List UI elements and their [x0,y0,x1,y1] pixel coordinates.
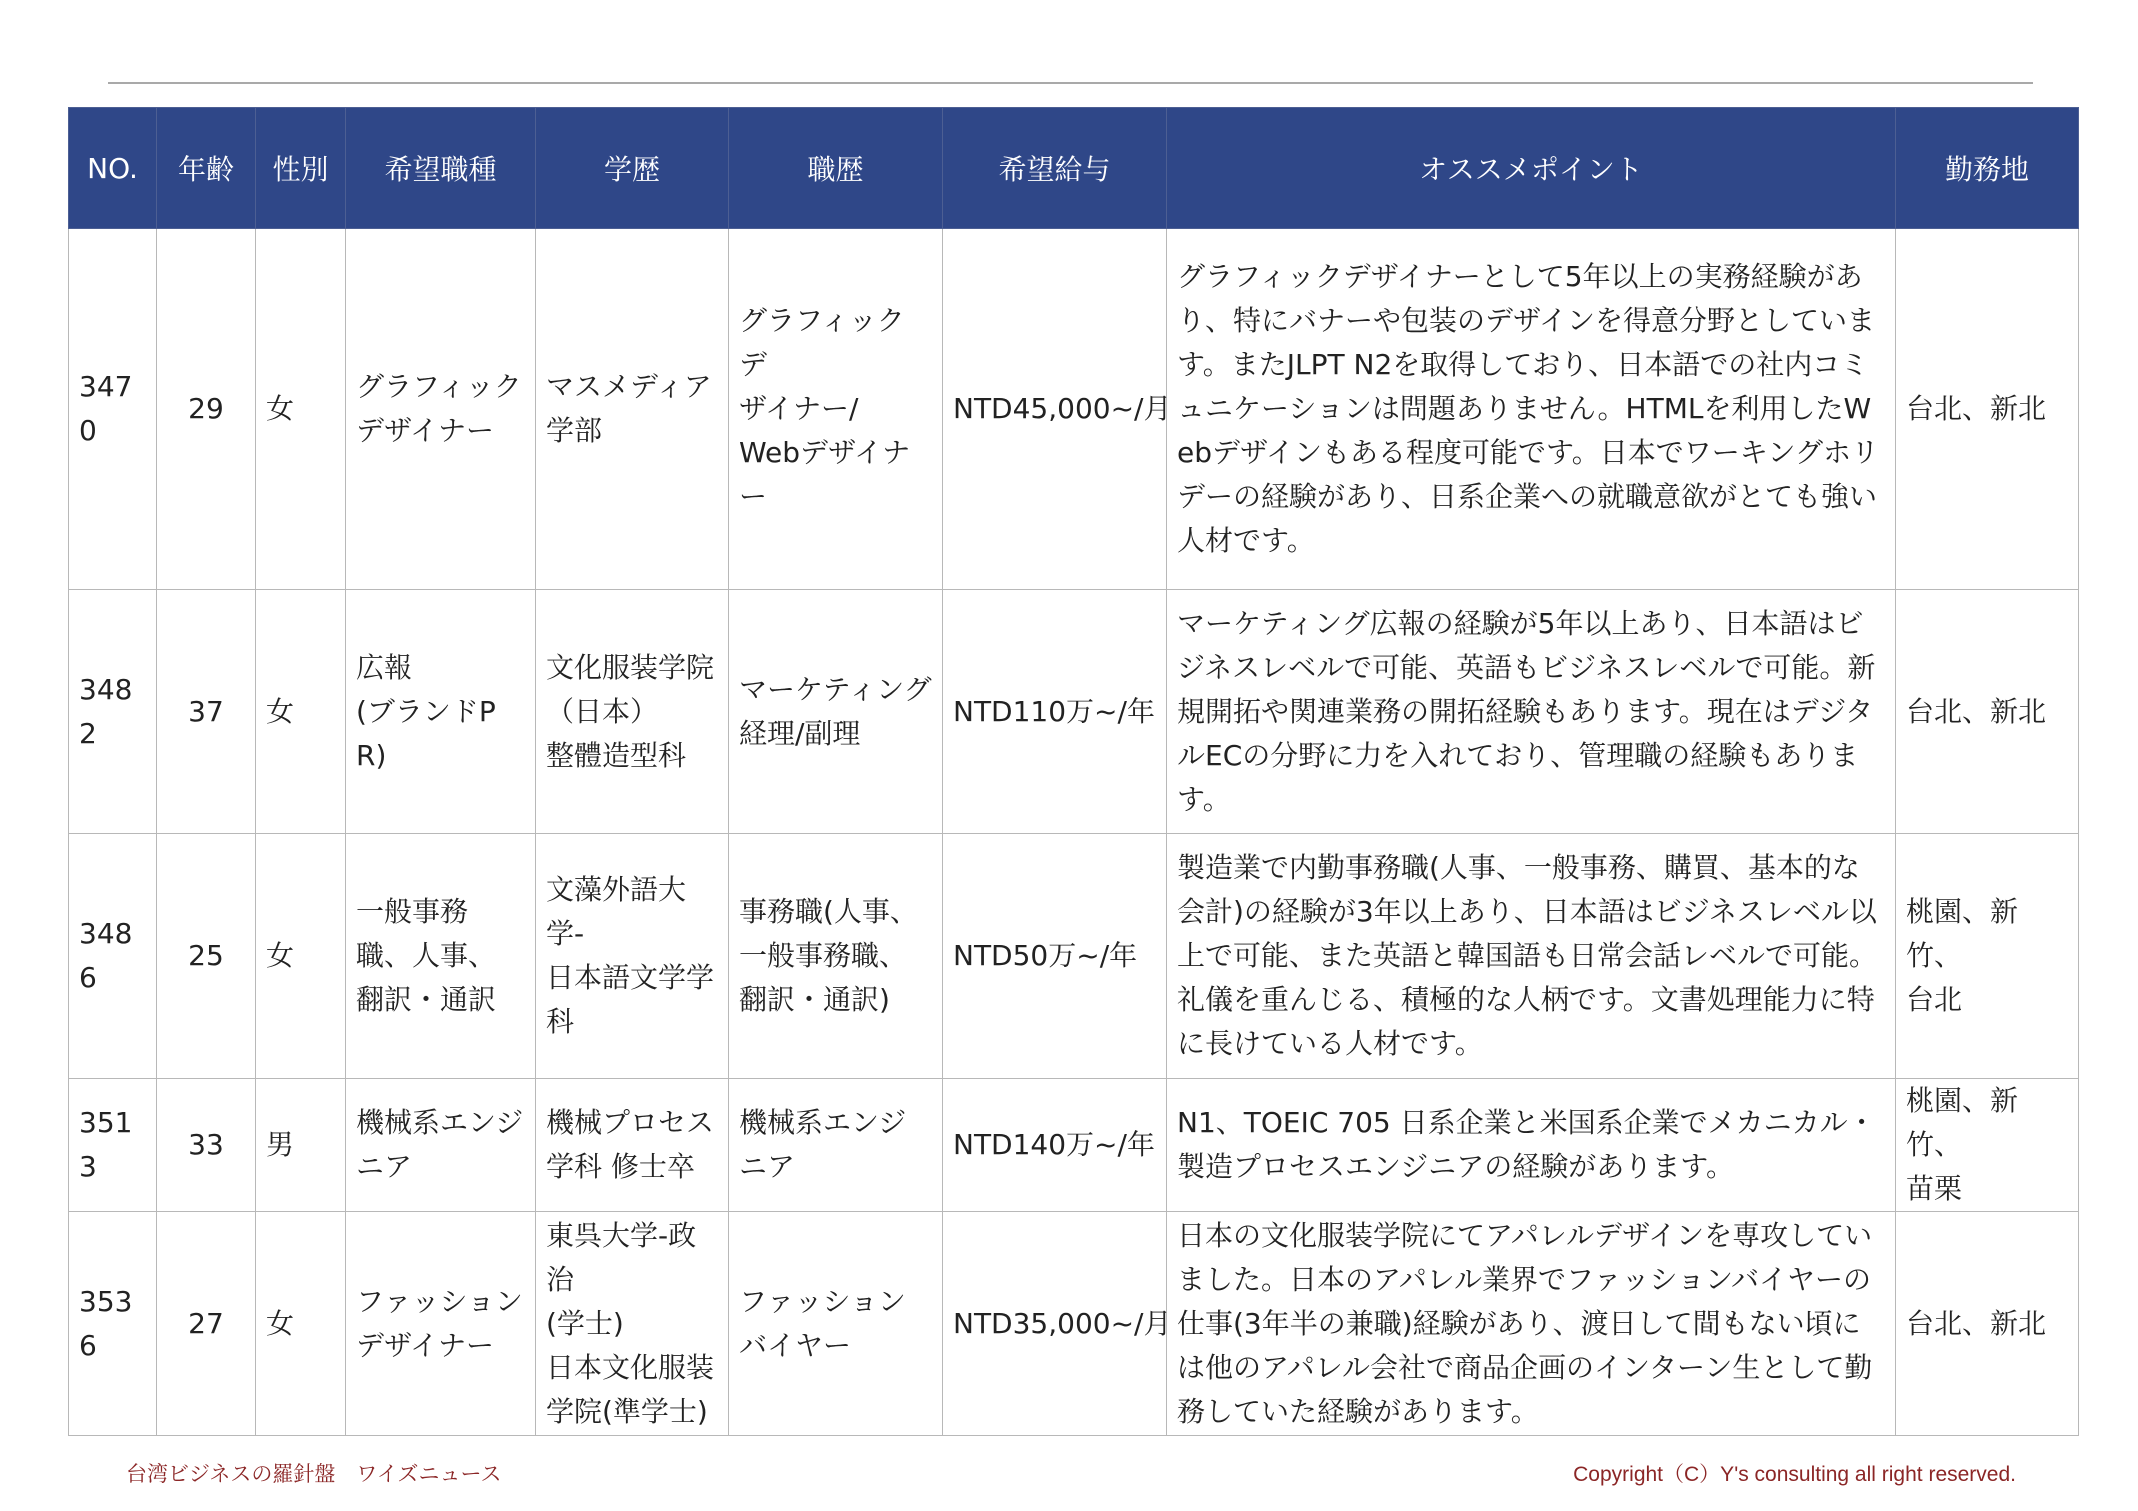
cell-no: 3536 [69,1212,157,1436]
cell-recommend-point: 製造業で内勤事務職(人事、一般事務、購買、基本的な会計)の経験が3年以上あり、日本語はビジネスレベル以上で可能、また英語と韓国語も日常会話レベルで可能。礼儀を重んじる、積極的な人柄です。文書処理能力に特に長けている人材です。 [1167,834,1896,1079]
cell-desired-job [346,229,536,590]
cell-education-text: 文化服装学院 （日本） 整體造型科 [546,650,715,772]
cell-sex: 女 [256,1212,346,1436]
header-no: NO. [69,108,157,229]
footer-copyright: Copyright（C）Y's consulting all right reserved. [1573,1463,2016,1486]
cell-salary: NTD140万~/年 [943,1079,1167,1212]
cell-age: 29 [157,229,256,590]
cell-desired-job-text: 機械系エンジ ニア [356,1106,524,1183]
table-row [69,834,2079,1079]
cell-career [729,834,943,1079]
header-desired-salary: 希望給与 [943,108,1167,229]
cell-salary: NTD45,000~/月 [943,229,1167,590]
cell-desired-job [346,1212,536,1436]
header-recommend-point: オススメポイント [1167,108,1896,229]
cell-career [729,229,943,590]
cell-desired-job-text: 一般事務 職、人事、 翻訳・通訳 [356,895,497,1016]
cell-education [536,229,729,590]
cell-desired-job-text: グラフィック デザイナー [356,370,522,447]
cell-no: 3513 [69,1079,157,1212]
table-row [69,1212,2079,1436]
cell-location [1896,1212,2079,1436]
cell-age: 25 [157,834,256,1079]
cell-career-text: グラフィックデ ザイナー/ Webデザイナー [739,304,911,513]
cell-career-text: 事務職(人事、 一般事務職、 翻訳・通訳) [739,895,918,1016]
cell-career-text: 機械系エンジ ニア [739,1106,907,1183]
cell-sex: 男 [256,1079,346,1212]
cell-age: 27 [157,1212,256,1436]
cell-desired-job-text: 広報 (ブランドPR) [356,650,496,772]
cell-desired-job [346,834,536,1079]
candidate-table [68,107,2079,1436]
cell-location-text: 台北、新北 [1906,1306,2047,1340]
cell-location [1896,229,2079,590]
cell-sex: 女 [256,834,346,1079]
cell-sex: 女 [256,229,346,590]
cell-education [536,1079,729,1212]
cell-location-text: 桃園、新竹、 苗栗 [1906,1084,2019,1205]
table-row [69,590,2079,834]
cell-location-text: 台北、新北 [1906,694,2047,728]
cell-salary: NTD110万~/年 [943,590,1167,834]
header-career: 職歴 [729,108,943,229]
cell-career [729,1212,943,1436]
cell-sex: 女 [256,590,346,834]
cell-education-text: マスメディア 学部 [546,370,712,447]
cell-location-text: 台北、新北 [1906,392,2047,425]
cell-location [1896,590,2079,834]
cell-location [1896,1079,2079,1212]
top-divider [108,82,2033,84]
cell-recommend-point: N1、TOEIC 705 日系企業と米国系企業でメカニカル・製造プロセスエンジニアの経験があります。 [1167,1079,1896,1212]
cell-no: 3482 [69,590,157,834]
cell-no: 3486 [69,834,157,1079]
cell-recommend-point: マーケティング広報の経験が5年以上あり、日本語はビジネスレベルで可能、英語もビジネスレベルで可能。新規開拓や関連業務の開拓経験もあります。現在はデジタルECの分野に力を入れており、管理職の経験もあります。 [1167,590,1896,834]
table-row [69,229,2079,590]
cell-desired-job [346,1079,536,1212]
cell-education [536,1212,729,1436]
header-age: 年齢 [157,108,256,229]
cell-location [1896,834,2079,1079]
cell-education [536,834,729,1079]
cell-recommend-point: グラフィックデザイナーとして5年以上の実務経験があり、特にバナーや包装のデザインを得意分野としています。またJLPT N2を取得しており、日本語での社内コミュニケーションは問題ありません。HTMLを利用したWebデザインもある程度可能です。日本でワーキングホリデーの経験があり、日系企業への就職意欲がとても強い人材です。 [1167,229,1896,590]
cell-education-text: 文藻外語大学- 日本語文学学科 [546,873,715,1038]
cell-desired-job-text: ファッション デザイナー [356,1284,523,1362]
cell-desired-job [346,590,536,834]
cell-career-text: マーケティング 経理/副理 [739,672,932,750]
cell-salary: NTD35,000~/月 [943,1212,1167,1436]
cell-education [536,590,729,834]
header-location: 勤務地 [1896,108,2079,229]
header-row [69,108,2079,229]
header-education: 学歴 [536,108,729,229]
cell-location-text: 桃園、新竹、 台北 [1906,895,2019,1016]
cell-education-text: 東呉大学-政治 (学士) 日本文化服装 学院(準学士) [546,1218,715,1428]
cell-salary: NTD50万~/年 [943,834,1167,1079]
cell-age: 37 [157,590,256,834]
cell-career-text: ファッション バイヤー [739,1284,906,1362]
footer-brand: 台湾ビジネスの羅針盤 ワイズニュース [126,1462,502,1486]
table-row [69,1079,2079,1212]
cell-career [729,590,943,834]
header-sex: 性別 [256,108,346,229]
cell-education-text: 機械プロセス 学科 修士卒 [546,1106,715,1183]
cell-recommend-point: 日本の文化服装学院にてアパレルデザインを専攻していました。日本のアパレル業界でファッションバイヤーの仕事(3年半の兼職)経験があり、渡日して間もない頃には他のアパレル会社で商品企画のインターン生として勤務していた経験があります。 [1167,1212,1896,1436]
cell-age: 33 [157,1079,256,1212]
header-desired-job: 希望職種 [346,108,536,229]
cell-no: 3470 [69,229,157,590]
cell-career [729,1079,943,1212]
